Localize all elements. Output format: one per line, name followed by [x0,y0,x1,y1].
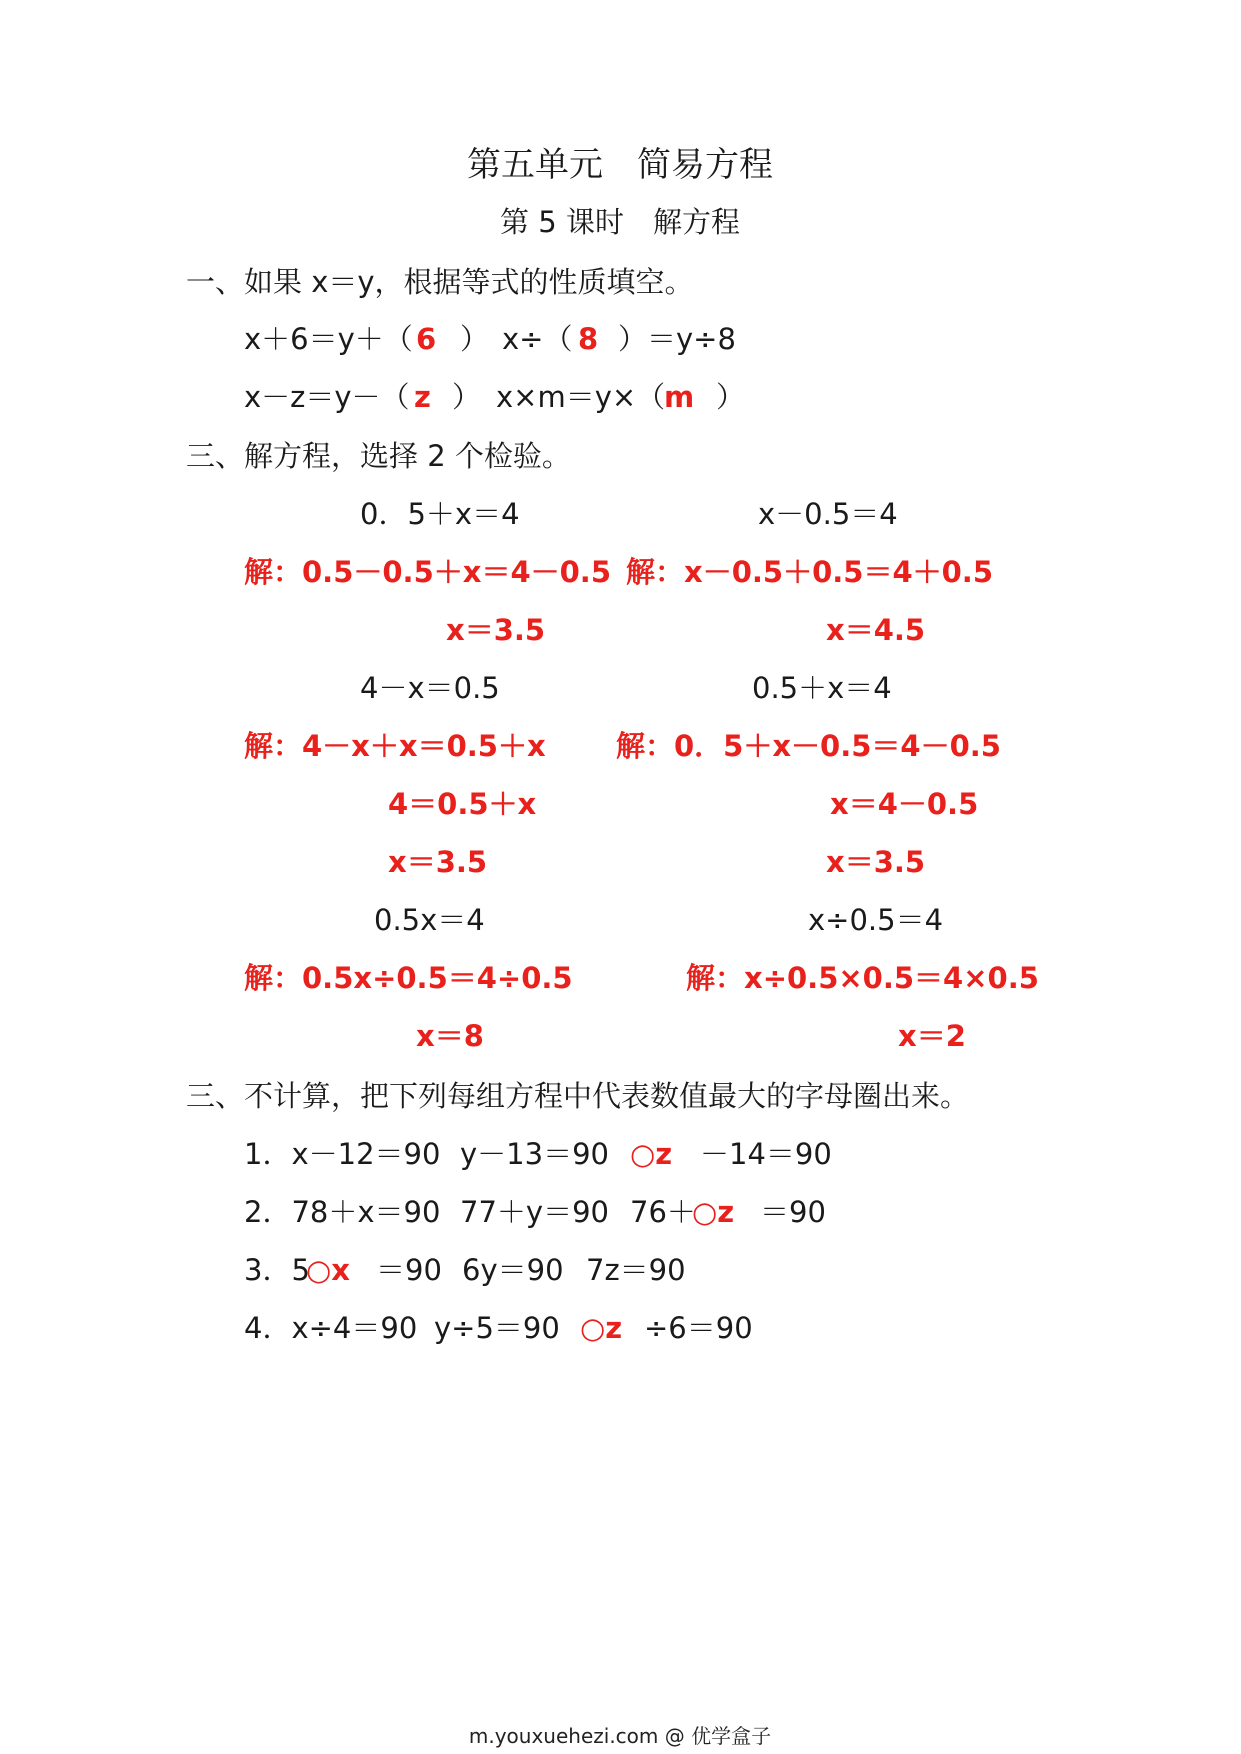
equation-6-problem: x÷0.5＝4 [808,903,944,937]
question-1-x: 1．x－12＝90 [244,1137,441,1171]
fill-blank-4-prefix: x×m＝y×（ [496,380,666,414]
question-3-y: 6y＝90 [462,1253,564,1287]
question-1-circled-answer: ○z [630,1137,673,1171]
fill-blank-3-prefix: x－z＝y－（ [244,380,410,414]
question-2-z-prefix: 76＋ [630,1195,696,1229]
section3-heading: 三、不计算，把下列每组方程中代表数值最大的字母圈出来。 [186,1079,970,1113]
question-2-circled-answer: ○z [692,1195,735,1229]
question-2-z-suffix: ＝90 [760,1195,826,1229]
fill-blank-3-suffix: ） [452,380,482,414]
equation-1-step1: 解：0.5－0.5＋x＝4－0.5 [244,555,612,589]
fill-blank-1-prefix: x＋6＝y＋（ [244,322,413,356]
document-subtitle: 第 5 课时 解方程 [500,205,740,239]
equation-4-problem: 0.5＋x＝4 [752,671,892,705]
equation-1-result: x＝3.5 [446,613,546,647]
section1-heading: 一、如果 x＝y，根据等式的性质填空。 [186,265,694,299]
equation-5-step1: 解：0.5x÷0.5＝4÷0.5 [244,961,573,995]
question-3-circled-answer: ○x [306,1253,351,1287]
question-4-x: 4．x÷4＝90 [244,1311,418,1345]
equation-6-step1: 解：x÷0.5×0.5＝4×0.5 [686,961,1039,995]
fill-blank-2-answer: 8 [578,322,599,356]
document-title: 第五单元 简易方程 [467,145,773,185]
question-4-y: y÷5＝90 [434,1311,560,1345]
fill-blank-2-suffix: ）＝y÷8 [618,322,736,356]
equation-3-problem: 4－x＝0.5 [360,671,500,705]
question-4-circled-answer: ○z [580,1311,623,1345]
equation-4-result: x＝3.5 [826,845,926,879]
question-3-x-prefix: 3．5 [244,1253,310,1287]
fill-blank-4-answer: m [664,380,695,414]
equation-6-result: x＝2 [898,1019,966,1053]
fill-blank-3-answer: z [414,380,431,414]
equation-5-result: x＝8 [416,1019,484,1053]
equation-3-result: x＝3.5 [388,845,488,879]
question-1-y: y－13＝90 [460,1137,609,1171]
question-4-z: ÷6＝90 [644,1311,753,1345]
equation-2-result: x＝4.5 [826,613,926,647]
equation-4-step2: x＝4－0.5 [830,787,979,821]
equation-2-step1: 解：x－0.5＋0.5＝4＋0.5 [626,555,994,589]
fill-blank-1-suffix: ） [460,322,490,356]
equation-2-problem: x－0.5＝4 [758,497,898,531]
question-3-x-suffix: ＝90 [376,1253,442,1287]
fill-blank-1-answer: 6 [416,322,437,356]
section2-heading: 三、解方程，选择 2 个检验。 [186,439,571,473]
equation-3-step1: 解：4－x＋x＝0.5＋x [244,729,546,763]
equation-4-step1: 解：0．5＋x－0.5＝4－0.5 [616,729,1001,763]
equation-3-step2: 4＝0.5＋x [388,787,537,821]
fill-blank-4-suffix: ） [716,380,746,414]
question-3-z: 7z＝90 [586,1253,686,1287]
question-2-x: 2．78＋x＝90 [244,1195,441,1229]
equation-5-problem: 0.5x＝4 [374,903,485,937]
footer-watermark: m.youxuehezi.com @ 优学盒子 [468,1724,772,1748]
question-2-y: 77＋y＝90 [460,1195,609,1229]
equation-1-problem: 0．5＋x＝4 [360,497,520,531]
fill-blank-2-prefix: x÷（ [502,322,573,356]
question-1-z: －14＝90 [700,1137,832,1171]
